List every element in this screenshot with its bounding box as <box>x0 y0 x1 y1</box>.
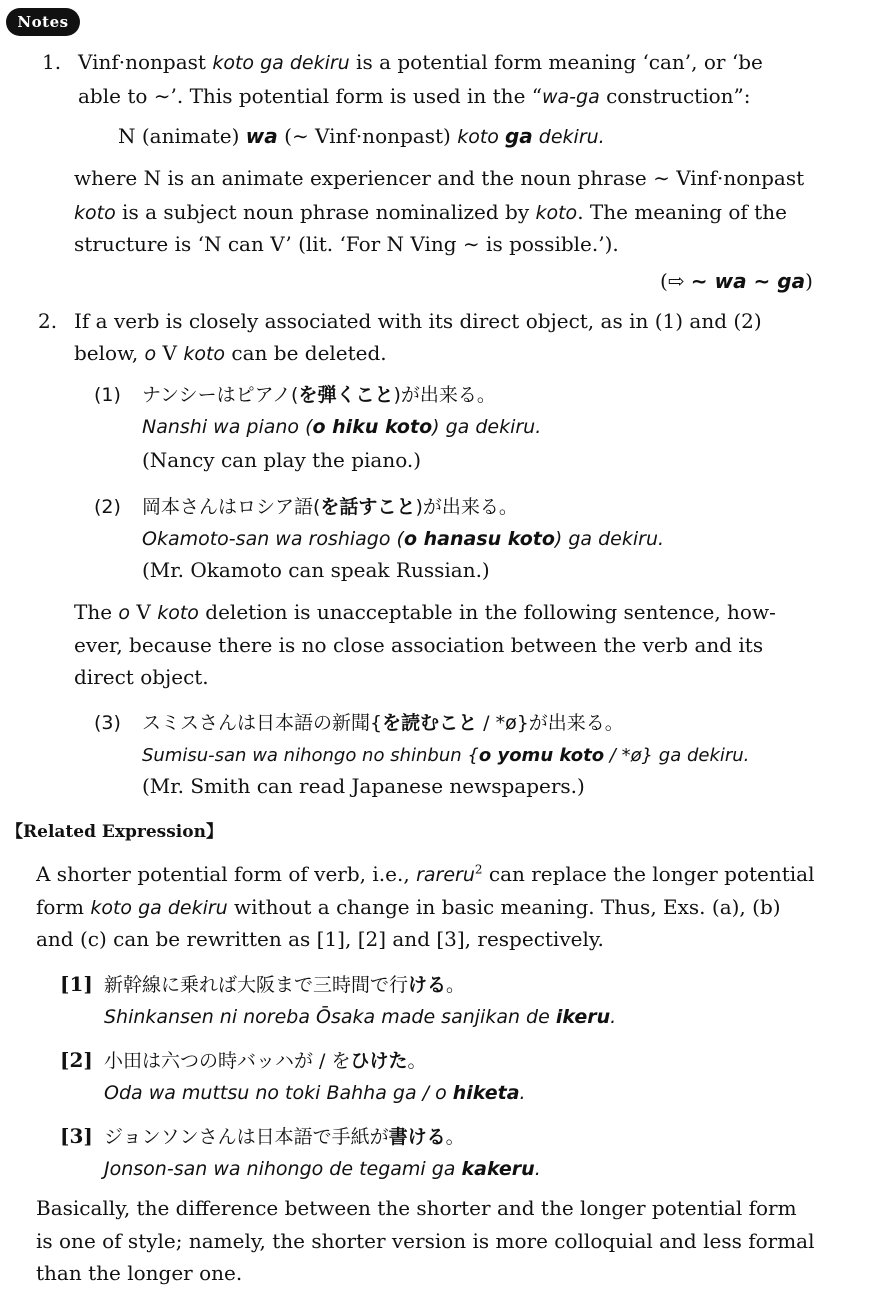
related-line-2: form koto ga dekiru without a change in basic meaning. Thus, Exs. (a), (b) <box>36 895 781 919</box>
note-1-cross-reference: (⇨ ∼ wa ∼ ga) <box>660 269 813 293</box>
related-line-1: A shorter potential form of verb, i.e., rareru$^2$ can replace the longer potential <box>36 862 815 886</box>
note-1-line-5: structure is ‘N can V’ (lit. ‘For N Ving ∼ is possible.’). <box>74 232 619 256</box>
example-1-romaji: Nanshi wa piano (o hiku koto) ga dekiru. <box>142 416 542 438</box>
related-example-1-romaji: Shinkansen ni noreba Ōsaka made sanjikan de ikeru. <box>104 1006 617 1028</box>
note-2-line-1: 2. If a verb is closely associated with its direct object, as in (1) and (2) <box>38 309 762 333</box>
conclusion-line-1: Basically, the difference between the shorter and the longer potential form <box>36 1196 797 1220</box>
related-expression-header: 【Related Expression】 <box>6 822 223 842</box>
note-2-paragraph-line-1: The o V koto deletion is unacceptable in the following sentence, how- <box>74 600 776 624</box>
related-line-3: and (c) can be rewritten as [1], [2] and [3], respectively. <box>36 927 604 951</box>
note-2-paragraph-line-2: ever, because there is no close association between the verb and its <box>74 633 764 657</box>
note-1-line-4: koto is a subject noun phrase nominalized by koto. The meaning of the <box>74 200 787 224</box>
example-2-translation: (Mr. Okamoto can speak Russian.) <box>142 558 490 582</box>
note-1-line-3: where N is an animate experiencer and the noun phrase ∼ Vinf·nonpast <box>74 166 805 190</box>
example-3-translation: (Mr. Smith can read Japanese newspapers.) <box>142 774 585 798</box>
note-1-line-1: 1. Vinf·nonpast koto ga dekiru is a potential form meaning ‘can’, or ‘be <box>42 50 763 74</box>
example-1-japanese: (1) ナンシーはピアノ(を弾くこと)が出来る。 <box>94 384 496 406</box>
note-2-paragraph-line-3: direct object. <box>74 665 209 689</box>
conclusion-line-2: is one of style; namely, the shorter version is more colloquial and less formal <box>36 1229 815 1253</box>
example-2-japanese: (2) 岡本さんはロシア語(を話すこと)が出来る。 <box>94 496 518 518</box>
notes-badge: Notes <box>6 8 80 36</box>
note-1-formula: N (animate) wa (∼ Vinf·nonpast) koto ga dekiru. <box>118 124 605 148</box>
related-example-3-japanese: [3] ジョンソンさんは日本語で手紙が書ける。 <box>60 1124 465 1148</box>
example-3-japanese: (3) スミスさんは日本語の新聞{を読むこと / *ø}が出来る。 <box>94 712 624 734</box>
example-3-romaji: Sumisu-san wa nihongo no shinbun {o yomu koto / *ø} ga dekiru. <box>142 745 750 766</box>
related-example-1-japanese: [1] 新幹線に乗れば大阪まで三時間で行ける。 <box>60 972 466 996</box>
conclusion-line-3: than the longer one. <box>36 1261 243 1285</box>
note-2-line-2: below, o V koto can be deleted. <box>74 341 387 365</box>
related-example-2-japanese: [2] 小田は六つの時バッハが / をひけた。 <box>60 1048 427 1072</box>
note-1-line-2: able to ∼’. This potential form is used in the “wa-ga construction”: <box>78 84 751 108</box>
example-2-romaji: Okamoto-san wa roshiago (o hanasu koto) ga dekiru. <box>142 528 665 550</box>
example-1-translation: (Nancy can play the piano.) <box>142 448 422 472</box>
related-example-3-romaji: Jonson-san wa nihongo de tegami ga kakeru. <box>104 1158 541 1180</box>
related-example-2-romaji: Oda wa muttsu no toki Bahha ga / o hiketa. <box>104 1082 526 1104</box>
